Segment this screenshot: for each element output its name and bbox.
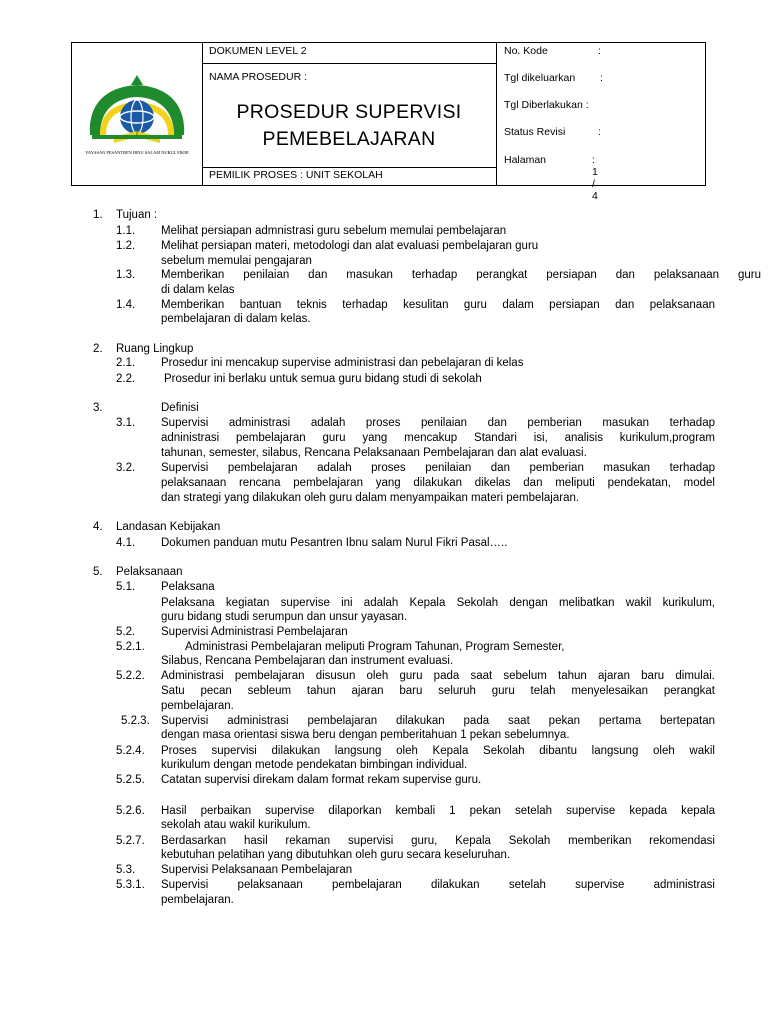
item-text: Memberikan bantuan teknis terhadap kesulitan guru dalam persiapan dan pelaksanaan <box>161 299 715 311</box>
item-number: 2.1. <box>116 357 136 369</box>
item-number: 5.2.2. <box>116 670 145 682</box>
item-number: 5.1. <box>116 581 136 593</box>
no-kode-row <box>504 45 601 57</box>
item-number: 5.3. <box>116 864 136 876</box>
item-text: Satu pecan sebleum tahun ajaran baru seluruh guru telah menyelesaikan perangkat <box>161 685 715 697</box>
institution-logo <box>84 73 190 153</box>
no-kode-sep: : <box>598 45 601 57</box>
item-text: sebelum memulai pengajaran <box>161 255 312 267</box>
item-text: Administrasi Pembelajaran meliputi Program Tahunan, Program Semester, <box>185 641 565 653</box>
doc-level: DOKUMEN LEVEL 2 <box>209 45 307 57</box>
item-number: 5.2.6. <box>116 805 145 817</box>
item-text: Supervisi pelaksanaan pembelajaran dilakukan setelah supervise administrasi <box>161 879 715 891</box>
item-text: di dalam kelas <box>161 284 235 296</box>
item-number: 3. <box>93 402 103 414</box>
status-row <box>504 126 601 138</box>
item-number: 5.3.1. <box>116 879 145 891</box>
tgl-keluar-label: Tgl dikeluarkan <box>504 72 576 84</box>
item-text: Supervisi Pelaksanaan Pembelajaran <box>161 864 353 876</box>
halaman-row <box>504 154 598 202</box>
tgl-berlaku-label: Tgl Diberlakukan : <box>504 99 589 111</box>
item-text: Definisi <box>161 402 199 414</box>
status-sep: : <box>598 126 601 138</box>
item-text: pembelajaran. <box>161 700 234 712</box>
item-number: 4.1. <box>116 537 136 549</box>
item-text: Landasan Kebijakan <box>116 521 221 533</box>
item-text: Prosedur ini berlaku untuk semua guru bidang studi di sekolah <box>164 373 482 385</box>
item-text: Dokumen panduan mutu Pesantren Ibnu salam Nurul Fikri Pasal….. <box>161 537 508 549</box>
logo-cell <box>72 43 203 185</box>
halaman-label: Halaman <box>504 154 547 166</box>
item-number: 4. <box>93 521 103 533</box>
title-line-2: PEMEBELAJARAN <box>262 128 436 150</box>
item-text: Memberikan penilaian dan masukan terhadap perangkat persiapan dan pelaksanaan guru <box>161 269 761 281</box>
item-number: 5.2.4. <box>116 745 145 757</box>
item-text: Melihat persiapan admnistrasi guru sebelum memulai pembelajaran <box>161 225 507 237</box>
item-text: Pelaksanaan <box>116 566 183 578</box>
item-number: 5.2.7. <box>116 835 145 847</box>
item-text: Prosedur ini mencakup supervise administrasi dan pebelajaran di kelas <box>161 357 524 369</box>
item-text: Proses supervisi dilakukan langsung oleh Kepala Sekolah dibantu langsung oleh wakil <box>161 745 715 757</box>
tgl-keluar-row <box>504 72 603 84</box>
item-text: Supervisi administrasi pembelajaran dilakukan pada saat pekan pertama bertepatan <box>161 715 715 727</box>
item-number: 1. <box>93 209 103 221</box>
item-text: Pelaksana <box>161 581 215 593</box>
status-label: Status Revisi <box>504 126 566 138</box>
item-number: 3.1. <box>116 417 136 429</box>
document-header-table <box>71 42 706 202</box>
item-text: Ruang Lingkup <box>116 343 194 355</box>
item-number: 1.4. <box>116 299 136 311</box>
item-text: Tujuan : <box>116 209 158 221</box>
item-text: Melihat persiapan materi, metodologi dan alat evaluasi pembelajaran guru <box>161 240 539 252</box>
item-number: 1.1. <box>116 225 136 237</box>
title-line-1: PROSEDUR SUPERVISI <box>236 101 462 123</box>
procedure-cell <box>202 43 497 185</box>
item-text: adninistrasi pembelajaran guru yang mencakup Standari isi, analisis kurikulum,program <box>161 432 715 444</box>
item-text: kurikulum dengan metode pendekatan bimbingan individual. <box>161 759 468 771</box>
item-text: pembelajaran di dalam kelas. <box>161 313 311 325</box>
item-text: Supervisi administrasi adalah proses penilaian dan pemberian masukan terhadap <box>161 417 715 429</box>
item-text: pelaksanaan rencana pembelajaran yang dilakukan dikelas dan meliputi pendekatan, model <box>161 477 715 489</box>
item-text: kebutuhan pelatihan yang dibutuhkan oleh guru secara keseluruhan. <box>161 849 511 861</box>
item-number: 5. <box>93 566 103 578</box>
item-text: Catatan supervisi direkam dalam format rekam supervise guru. <box>161 774 482 786</box>
page-title <box>202 99 496 153</box>
procedure-name-label: NAMA PROSEDUR : <box>209 71 308 83</box>
item-text: Hasil perbaikan supervise dilaporkan kembali 1 pekan setelah supervise kepada kepala <box>161 805 715 817</box>
item-number: 5.2.5. <box>116 774 145 786</box>
logo-caption: YAYASAN PESANTREN IBNU SALAM NURUL FIKRI <box>85 150 189 155</box>
item-number: 1.2. <box>116 240 136 252</box>
item-text: Supervisi pembelajaran adalah proses penilaian dan pemberian masukan terhadap <box>161 462 715 474</box>
item-text: sekolah atau wakil kurikulum. <box>161 819 311 831</box>
item-text: tahunan, semester, silabus, Rencana Pelaksanaan Pembelajaran dan alat evaluasi. <box>161 447 587 459</box>
item-number: 2.2. <box>116 373 136 385</box>
halaman-value: : 1 / 4 <box>592 154 598 202</box>
item-number: 1.3. <box>116 269 136 281</box>
tgl-keluar-sep: : <box>600 72 603 84</box>
item-text: Pelaksana kegiatan supervise ini adalah Kepala Sekolah dengan melibatkan wakil kurikulum, <box>161 597 715 609</box>
item-number: 2. <box>93 343 103 355</box>
item-text: dan strategi yang dilakukan oleh guru dalam menyampaikan materi pembelajaran. <box>161 492 580 504</box>
item-text: pembelajaran. <box>161 894 234 906</box>
item-text: Supervisi Administrasi Pembelajaran <box>161 626 348 638</box>
doc-meta-cell <box>496 43 705 202</box>
item-text: dengan masa orientasi siswa beru dengan pemberitahuan 1 pekan sebelumnya. <box>161 729 570 741</box>
process-owner: PEMILIK PROSES : UNIT SEKOLAH <box>209 169 383 181</box>
item-text: Silabus, Rencana Pembelajaran dan instrument evaluasi. <box>161 655 454 667</box>
item-number: 5.2. <box>116 626 136 638</box>
item-text: Administrasi pembelajaran disusun oleh guru pada saat sebelum tahun ajaran baru dimulai. <box>161 670 715 682</box>
no-kode-label: No. Kode <box>504 45 548 57</box>
item-text: guru bidang studi serumpun dan unsur yayasan. <box>161 611 408 623</box>
item-number: 5.2.1. <box>116 641 145 653</box>
item-number: 5.2.3. <box>121 715 150 727</box>
item-number: 3.2. <box>116 462 136 474</box>
item-text: Berdasarkan hasil rekaman supervisi guru, Kepala Sekolah memberikan rekomendasi <box>161 835 715 847</box>
